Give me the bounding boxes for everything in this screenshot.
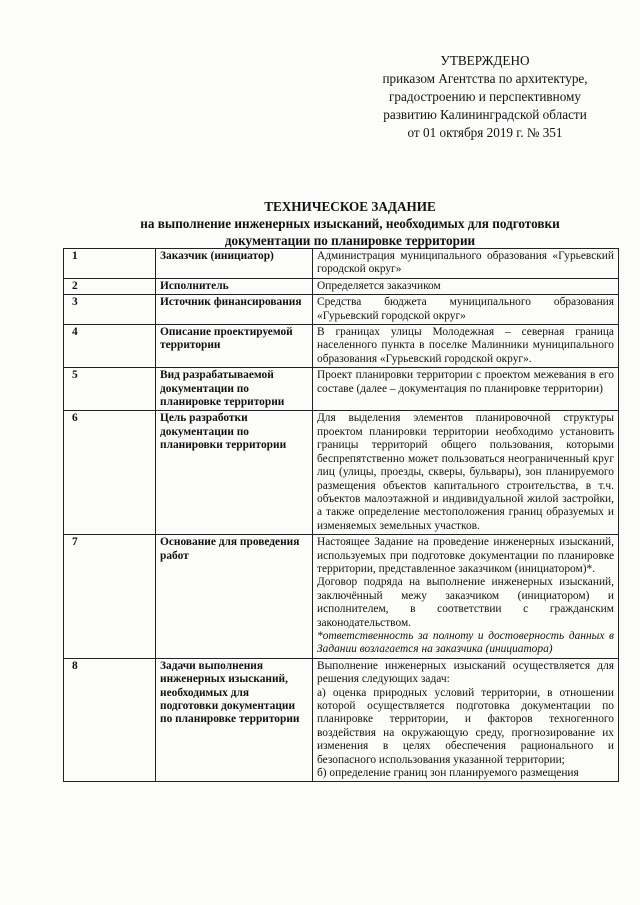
row-number: 2 [64,278,156,294]
row-label: Основание для проведения работ [156,535,313,659]
row-number: 4 [64,325,156,368]
row-value-block [313,658,619,782]
approval-word: УТВЕРЖДЕНО [440,53,530,68]
document-title [70,198,630,249]
table-row [64,295,619,325]
row-label: Задачи выполнения инженерных изысканий, необходимых для подготовки документации по планировке территории [156,658,313,782]
row-value: Для выделения элементов планировочной структуры проектом планировки территории необходимо установить границы территорий общего пользования, которыми беспрепятственно может пользоваться неограниченный круг лиц (улицы, проезды, скверы, бульвары), зон планируемого размещения объектов капитального строительства, в т.ч. объектов малоэтажной и индивидуальной жилой застройки, а также определение местоположения границ образуемых и изменяемых земельных участков. [313,411,619,535]
approval-line: градостроению и перспективному [389,89,581,104]
row-value: Проект планировки территории с проектом межевания в его составе (далее – документация по планировке территории) [313,368,619,411]
row-number: 1 [64,249,156,279]
row-label: Вид разрабатываемой документации по планировке территории [156,368,313,411]
row-value: Определяется заказчиком [313,278,619,294]
approval-line: развитию Калининградской области [383,107,587,122]
approval-line: от 01 октября 2019 г. № 351 [407,125,563,140]
row-label: Источник финансирования [156,295,313,325]
row-value: В границах улицы Молодежная – северная граница населенного пункта в поселке Малинники муниципального образования «Гурьевский городской округ». [313,325,619,368]
specification-table [63,248,619,782]
row-value: б) определение границ зон планируемого размещения [317,767,579,780]
row-number: 6 [64,411,156,535]
row-number: 8 [64,658,156,782]
row-number: 5 [64,368,156,411]
row-value: Администрация муниципального образования «Гурьевский городской округ» [313,249,619,279]
table-row [64,249,619,279]
approval-line: приказом Агентства по архитектуре, [382,71,588,86]
table-row [64,411,619,535]
row-value-block [313,535,619,659]
table-row [64,325,619,368]
row-label: Цель разработки документации по планировки территории [156,411,313,535]
table-row [64,278,619,294]
row-number: 7 [64,535,156,659]
table-row [64,368,619,411]
row-label: Исполнитель [156,278,313,294]
row-value: Договор подряда на выполнение инженерных изысканий, заключённый межу заказчиком (инициатором) и исполнителем, в соответствии с гражданским законодательством. [317,576,614,629]
row-footnote: *ответственность за полноту и достоверность данных в Задании возлагается на заказчика (инициатора) [317,629,614,656]
title-main: ТЕХНИЧЕСКОЕ ЗАДАНИЕ [264,199,436,214]
row-value: Выполнение инженерных изысканий осуществляется для решения следующих задач: [317,659,614,686]
title-sub: на выполнение инженерных изысканий, необходимых для подготовки [140,216,560,231]
approval-stamp [340,52,630,142]
row-value: Настоящее Задание на проведение инженерных изысканий, используемых при подготовке документации по планировке территории, представленное заказчиком (инициатором)*. [317,536,614,575]
table-row [64,658,619,782]
row-number: 3 [64,295,156,325]
row-label: Заказчик (инициатор) [156,249,313,279]
table-row [64,535,619,659]
row-value: а) оценка природных условий территории, в отношении которой осуществляется подготовка документации по планировке территории, и факторов техногенного воздействия на окружающую среду, прогнозирование их изменения в целях обеспечения рационального и безопасного использования указанной территории; [317,686,614,766]
title-sub: документации по планировке территории [224,233,476,248]
row-value: Средства бюджета муниципального образования «Гурьевский городской округ» [313,295,619,325]
row-label: Описание проектируемой территории [156,325,313,368]
